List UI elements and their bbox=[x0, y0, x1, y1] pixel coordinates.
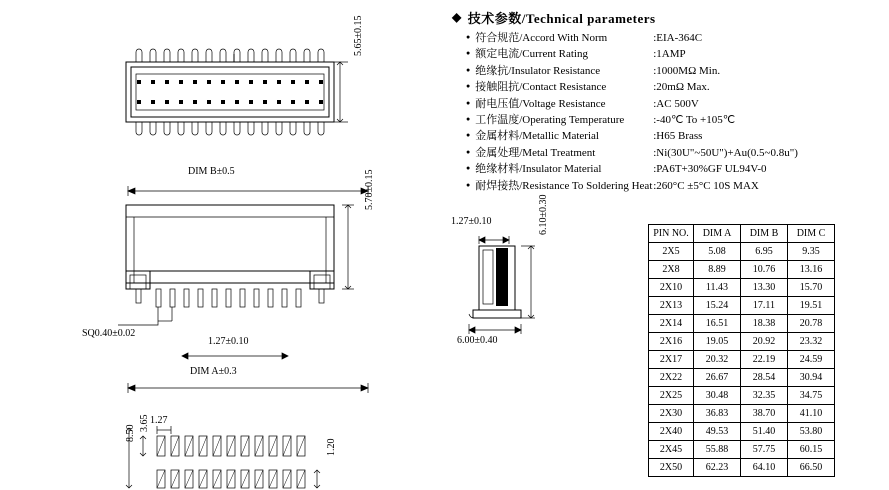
pcb-pitch-label: 1.27 bbox=[150, 415, 168, 426]
spec-item-value: :1AMP bbox=[653, 48, 686, 61]
top-view-drawing bbox=[100, 22, 370, 172]
table-row bbox=[649, 243, 835, 261]
table-row bbox=[649, 387, 835, 405]
spec-item-name: 工作温度/Operating Temperature bbox=[475, 114, 625, 127]
table-cell: 18.38 bbox=[741, 315, 788, 333]
spec-item-name: 绝缘抗/Insulator Resistance bbox=[475, 64, 601, 77]
side-view-drawing bbox=[455, 216, 585, 346]
table-cell: 15.70 bbox=[788, 279, 835, 297]
table-cell: 60.15 bbox=[788, 441, 835, 459]
side-top-label: 1.27±0.10 bbox=[451, 216, 492, 227]
table-cell: 66.50 bbox=[788, 459, 835, 477]
pcb-pad-width-label: 1.20 bbox=[326, 438, 337, 456]
front-pitch-label: 1.27±0.10 bbox=[208, 336, 249, 347]
table-cell: 16.51 bbox=[694, 315, 741, 333]
table-header-cell: PIN NO. bbox=[649, 225, 694, 243]
table-cell: 5.08 bbox=[694, 243, 741, 261]
spec-item-value: :PA6T+30%GF UL94V-0 bbox=[653, 163, 767, 176]
table-cell: 28.54 bbox=[741, 369, 788, 387]
table-cell: 26.67 bbox=[694, 369, 741, 387]
bullet-icon: ● bbox=[466, 65, 471, 74]
table-header-cell: DIM C bbox=[788, 225, 835, 243]
table-cell: 64.10 bbox=[741, 459, 788, 477]
front-view-drawing bbox=[100, 195, 380, 330]
table-cell: 19.51 bbox=[788, 297, 835, 315]
table-cell: 2X14 bbox=[649, 315, 694, 333]
table-cell: 49.53 bbox=[694, 423, 741, 441]
dim-b-label: DIM B±0.5 bbox=[188, 166, 235, 177]
table-cell: 2X13 bbox=[649, 297, 694, 315]
table-header-row bbox=[649, 225, 835, 243]
spec-title bbox=[452, 8, 882, 27]
bullet-icon: ● bbox=[466, 131, 471, 140]
spec-item-value: :-40℃ To +105℃ bbox=[653, 114, 736, 127]
spec-item-value: :Ni(30U"~50U")+Au(0.5~0.8u") bbox=[653, 146, 798, 159]
table-cell: 13.16 bbox=[788, 261, 835, 279]
spec-item-value: :260°C ±5°C 10S MAX bbox=[653, 179, 759, 192]
table-cell: 20.78 bbox=[788, 315, 835, 333]
table-cell: 2X16 bbox=[649, 333, 694, 351]
table-cell: 53.80 bbox=[788, 423, 835, 441]
table-row bbox=[649, 351, 835, 369]
spec-item bbox=[466, 80, 882, 96]
table-row bbox=[649, 279, 835, 297]
table-cell: 36.83 bbox=[694, 405, 741, 423]
dim-a-label: DIM A±0.3 bbox=[190, 366, 237, 377]
table-cell: 10.76 bbox=[741, 261, 788, 279]
table-cell: 2X25 bbox=[649, 387, 694, 405]
bullet-icon: ● bbox=[466, 98, 471, 107]
table-header-cell: DIM B bbox=[741, 225, 788, 243]
table-row bbox=[649, 405, 835, 423]
spec-item-name: 金属材料/Metallic Material bbox=[475, 130, 599, 143]
spec-item-name: 耐电压值/Voltage Resistance bbox=[475, 97, 606, 110]
spec-item-name: 额定电流/Current Rating bbox=[475, 48, 588, 61]
side-height-label: 6.10±0.30 bbox=[538, 194, 549, 235]
front-pitch-line bbox=[180, 352, 290, 360]
bullet-icon: ● bbox=[466, 49, 471, 58]
table-row bbox=[649, 261, 835, 279]
table-cell: 32.35 bbox=[741, 387, 788, 405]
table-cell: 30.48 bbox=[694, 387, 741, 405]
table-cell: 41.10 bbox=[788, 405, 835, 423]
bullet-icon: ● bbox=[466, 33, 471, 41]
table-cell: 2X50 bbox=[649, 459, 694, 477]
table-header-cell: DIM A bbox=[694, 225, 741, 243]
spec-title-text: 技术参数/Technical parameters bbox=[467, 11, 656, 26]
table-cell: 9.35 bbox=[788, 243, 835, 261]
table-row bbox=[649, 333, 835, 351]
table-cell: 6.95 bbox=[741, 243, 788, 261]
table-cell: 51.40 bbox=[741, 423, 788, 441]
spec-item bbox=[466, 162, 882, 178]
table-row bbox=[649, 369, 835, 387]
bullet-icon: ● bbox=[466, 164, 471, 173]
spec-list bbox=[466, 31, 882, 195]
pcb-pad-len-label: 3.65 bbox=[139, 414, 150, 432]
sq-pin-label: SQ0.40±0.02 bbox=[82, 328, 136, 339]
table-cell: 2X5 bbox=[649, 243, 694, 261]
spec-item bbox=[466, 113, 882, 129]
diamond-icon: ◆ bbox=[452, 10, 462, 24]
spec-item-value: :EIA-364C bbox=[653, 32, 703, 44]
spec-item bbox=[466, 64, 882, 80]
table-cell: 30.94 bbox=[788, 369, 835, 387]
table-cell: 2X8 bbox=[649, 261, 694, 279]
table-cell: 11.43 bbox=[694, 279, 741, 297]
table-cell: 15.24 bbox=[694, 297, 741, 315]
table-cell: 13.30 bbox=[741, 279, 788, 297]
dimension-table bbox=[648, 224, 835, 477]
bullet-icon: ● bbox=[466, 147, 471, 156]
table-cell: 8.89 bbox=[694, 261, 741, 279]
spec-item-value: :H65 Brass bbox=[653, 130, 703, 143]
table-cell: 22.19 bbox=[741, 351, 788, 369]
table-cell: 34.75 bbox=[788, 387, 835, 405]
table-cell: 2X17 bbox=[649, 351, 694, 369]
technical-parameters-block bbox=[452, 8, 882, 195]
table-row bbox=[649, 459, 835, 477]
table-cell: 62.23 bbox=[694, 459, 741, 477]
table-cell: 38.70 bbox=[741, 405, 788, 423]
spec-item-value: :20mΩ Max. bbox=[653, 81, 710, 94]
bullet-icon: ● bbox=[466, 180, 471, 189]
table-row bbox=[649, 423, 835, 441]
table-row bbox=[649, 441, 835, 459]
table-cell: 19.05 bbox=[694, 333, 741, 351]
table-cell: 2X10 bbox=[649, 279, 694, 297]
table-cell: 2X45 bbox=[649, 441, 694, 459]
table-cell: 55.88 bbox=[694, 441, 741, 459]
spec-item-name: 耐焊接热/Resistance To Soldering Heat bbox=[475, 179, 653, 192]
spec-item bbox=[466, 146, 882, 162]
spec-item-value: :AC 500V bbox=[653, 97, 699, 110]
spec-item-name: 金属处理/Metal Treatment bbox=[475, 146, 596, 159]
spec-item bbox=[466, 179, 882, 195]
spec-item bbox=[466, 97, 882, 113]
table-cell: 2X30 bbox=[649, 405, 694, 423]
side-width-label: 6.00±0.40 bbox=[457, 335, 498, 346]
table-cell: 24.59 bbox=[788, 351, 835, 369]
spec-item bbox=[466, 129, 882, 145]
table-cell: 20.32 bbox=[694, 351, 741, 369]
table-row bbox=[649, 297, 835, 315]
front-height-label: 5.70±0.15 bbox=[364, 169, 375, 210]
table-cell: 17.11 bbox=[741, 297, 788, 315]
table-cell: 2X22 bbox=[649, 369, 694, 387]
spec-item-value: :1000MΩ Min. bbox=[653, 64, 721, 77]
table-cell: 23.32 bbox=[788, 333, 835, 351]
spec-item bbox=[466, 47, 882, 63]
table-cell: 20.92 bbox=[741, 333, 788, 351]
table-cell: 57.75 bbox=[741, 441, 788, 459]
spec-item-name: 绝缘材料/Insulator Material bbox=[475, 163, 602, 176]
pcb-total-label: 8.50 bbox=[125, 424, 136, 442]
spec-item bbox=[466, 31, 882, 47]
spec-item-name: 符合规范/Accord With Norm bbox=[475, 32, 608, 44]
bullet-icon: ● bbox=[466, 115, 471, 124]
bullet-icon: ● bbox=[466, 82, 471, 91]
table-row bbox=[649, 315, 835, 333]
top-view-height-label: 5.65±0.15 bbox=[353, 15, 364, 56]
table-cell: 2X40 bbox=[649, 423, 694, 441]
dim-a-line bbox=[126, 383, 370, 393]
spec-item-name: 接触阻抗/Contact Resistance bbox=[475, 81, 607, 94]
